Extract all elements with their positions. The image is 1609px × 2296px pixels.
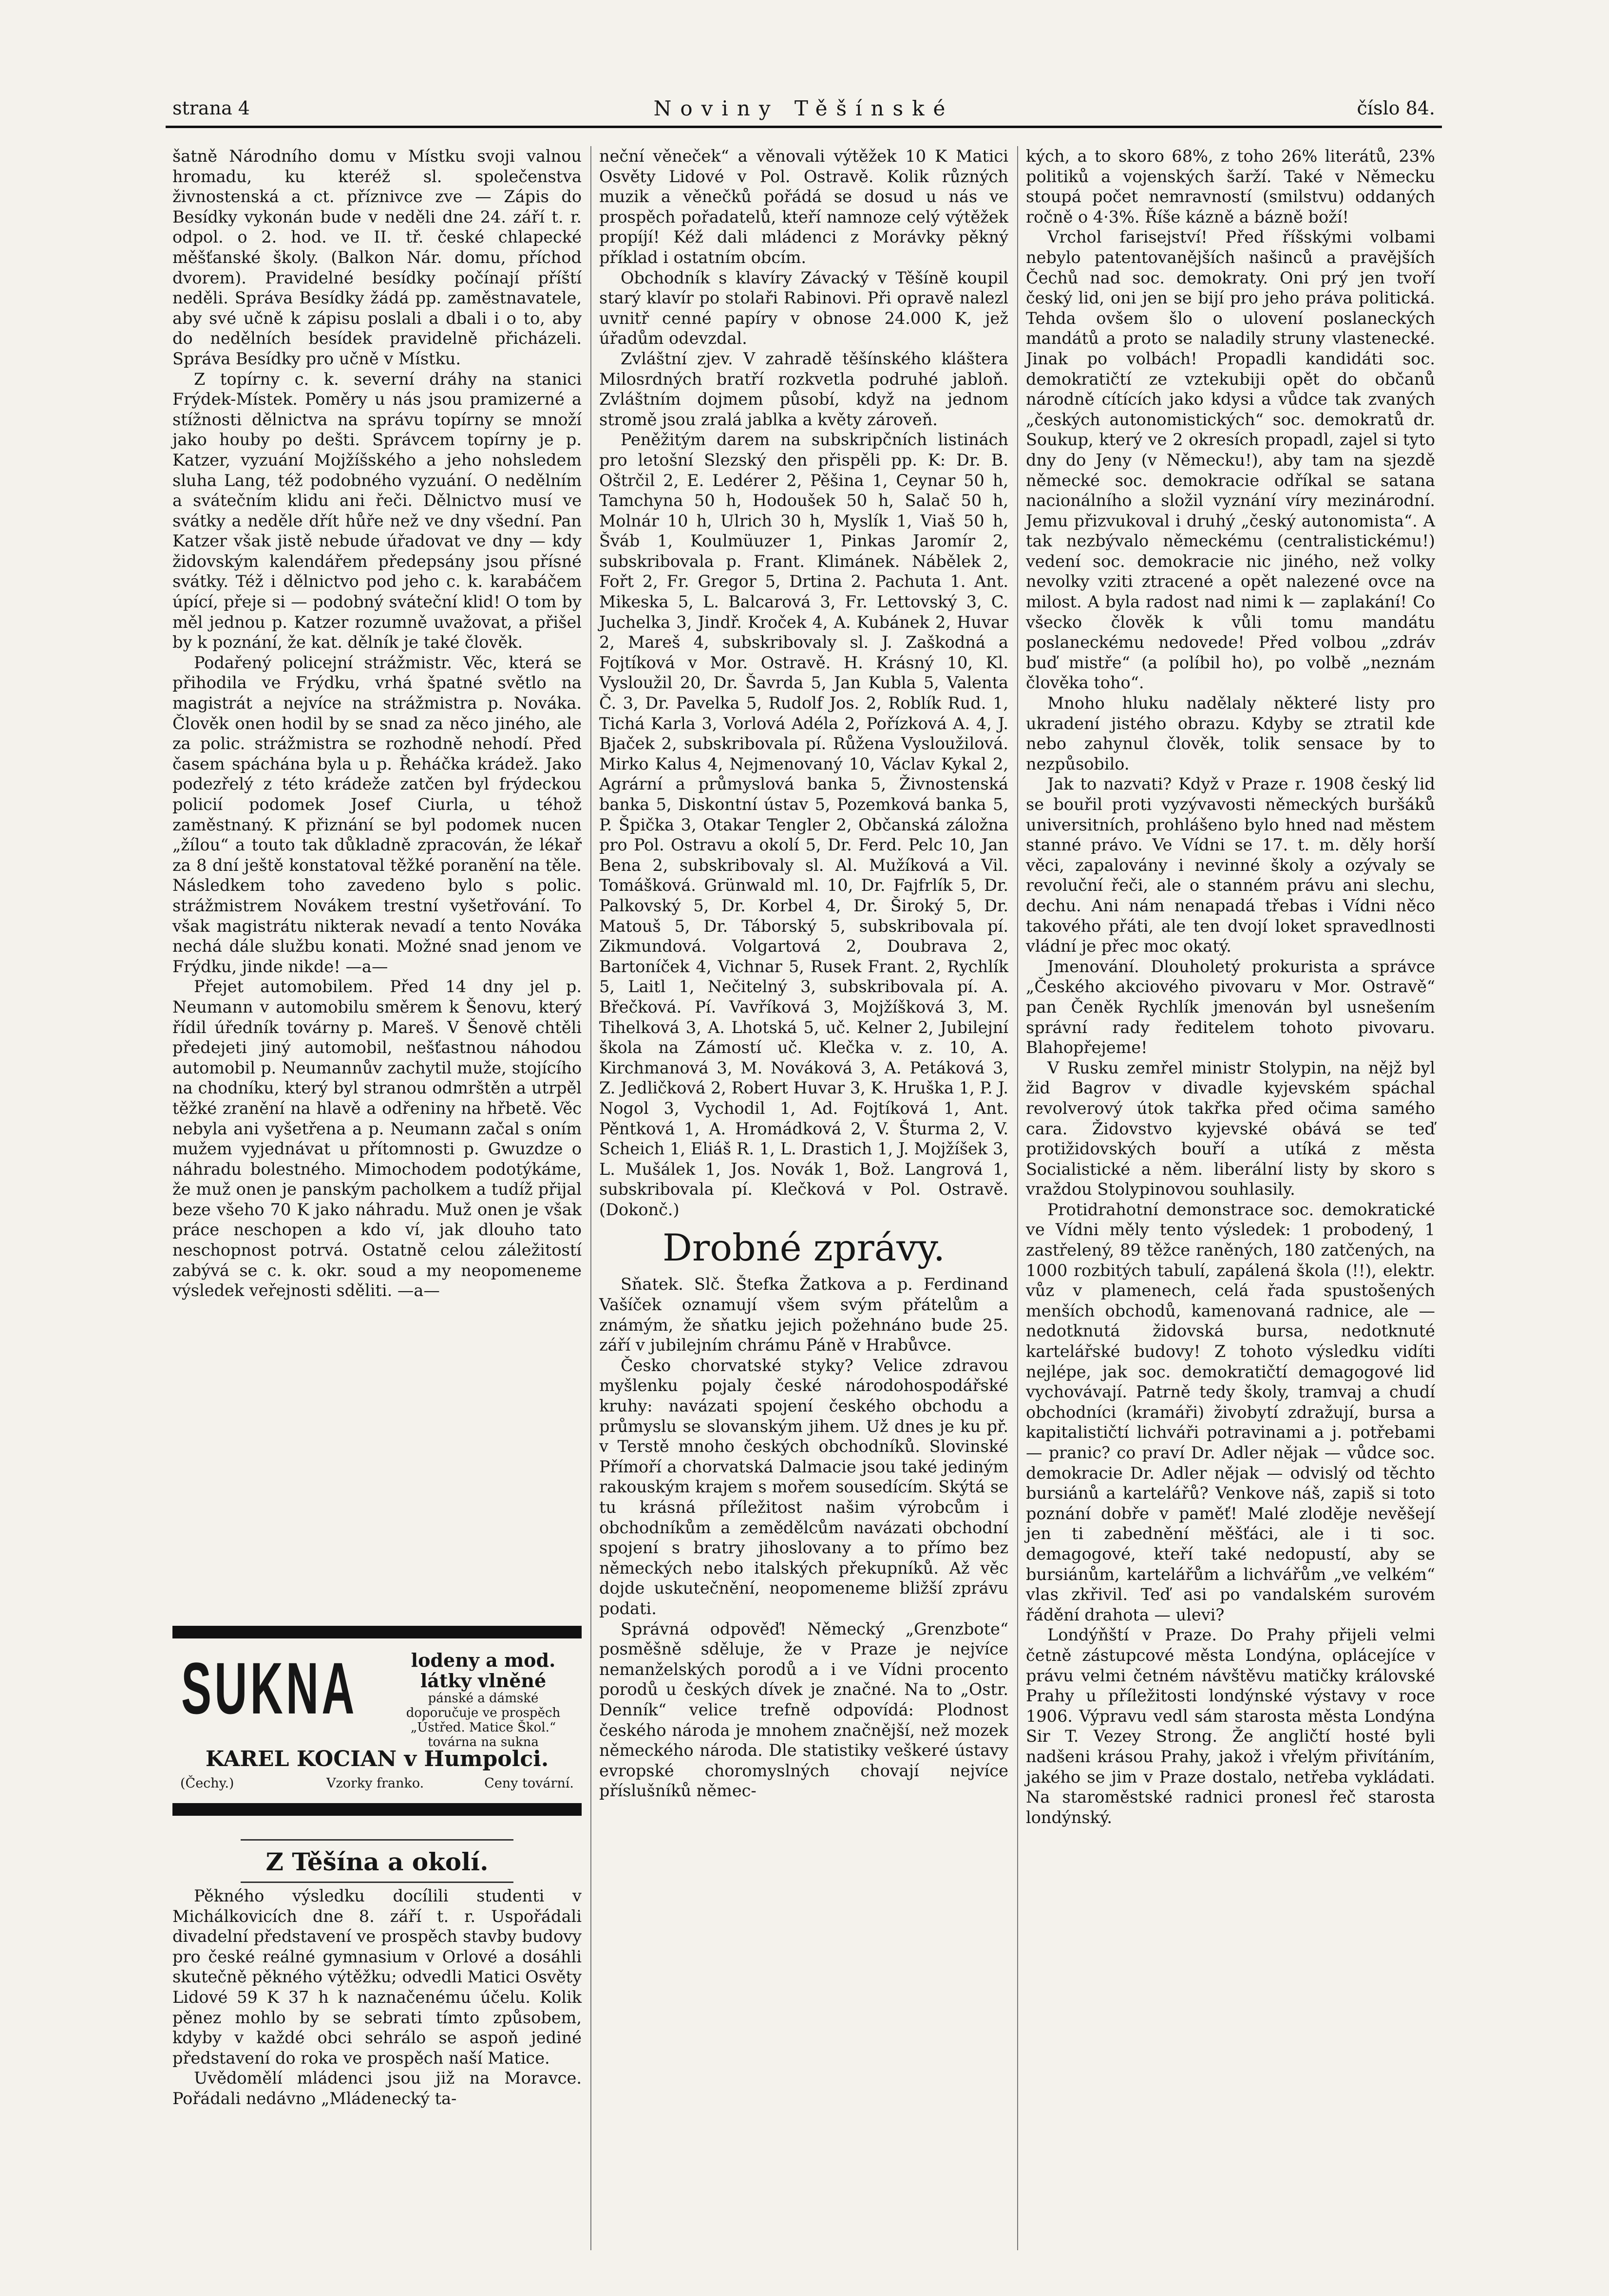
article-paragraph: Sňatek. Slč. Štefka Žatkova a p. Ferdinand Vašíček oznamují všem svým přátelům a známým, že sňatku jejich požehnáno bude 25. září v jubilejním chrámu Páně v Hrabůvce.: [599, 1275, 1008, 1355]
column-1: [172, 146, 582, 1301]
article-paragraph: Obchodník s klavíry Závacký v Těšíně koupil starý klavír po stolaři Rabinovi. Při opravě nalezl uvnitř cenné papíry v obnose 24.000 K, jež úřadům odevzdal.: [599, 268, 1008, 348]
advertisement: [172, 1626, 582, 1816]
article-paragraph: Správná odpověď! Německý „Grenzbote“ posměšně sděluje, že v Praze je nejvíce nemanželských porodů a i ve Vídni procento porodů u českých dívek je značné. Na to „Ostr. Denník“ velice trefně odpovídá: Plodnost českého národa je mnohem značnější, než mozek německého národa. Dle statistiky veškeré ústavy evropské choromyslných chovají nejvíce příslušníků němec-: [599, 1619, 1008, 1801]
section-rule: [241, 1882, 513, 1883]
article-paragraph: Uvědomělí mládenci jsou již na Moravce. Pořádali nedávno „Mládenecký ta-: [172, 2069, 582, 2108]
ad-location: (Čechy.): [180, 1776, 234, 1791]
ad-line: doporučuje ve prospěch „Ústřed. Matice Škol.“: [406, 1706, 561, 1735]
ad-company: KAREL KOCIAN v Humpolci.: [205, 1747, 549, 1771]
section-heading-news: Drobné zprávy.: [662, 1226, 946, 1270]
ad-prices: Ceny tovární.: [484, 1776, 574, 1791]
column-2: [599, 146, 1008, 1801]
article-paragraph: Protidrahotní demonstrace soc. demokratické ve Vídni měly tento výsledek: 1 probodený, 1 zastřelený, 89 těžce raněných, 180 zatčených, na 1000 rozbitých tabulí, zapálená škola (!!), elektr. vůz v plamenech, celá řada spustošených menších obchodů, kamenovaná radnice, ale — nedotknutá židovská bursa, nedotknuté kartelářské budovy! Z tohoto výsledku vidíti nejlépe, jak soc. demokratičtí demagogové lid vychovávají. Patrně tedy školy, tramvaj a chudí obchodníci (kramáři) živobytí zdražují, bursa a kapitalističtí lichváři potravinami a j. potřebami — pranic? co praví Dr. Adler nějak — vůdce soc. demokracie Dr. Adler nějak — odvislý od těchto bursiánů a kartelářů? Venkove náš, zapiš si toto poznání dobře v paměť! Malé zloděje nevěšejí jen ti zabednění měšťáci, ale i ti soc. demagogové, kteří také nedopustí, aby se bursiánům, kartelářům a lichvářům „ve velkém“ vlas zkřivil. Teď asi po vandalském surovém řádění drahota — ulevi?: [1026, 1200, 1435, 1624]
article-paragraph: Česko chorvatské styky? Velice zdravou myšlenku pojaly české národohospodářské kruhy: navázati spojení českého obchodu a průmyslu se slovanským jihem. Už dnes je ku př. v Terstě mnoho českých obchodníků. Slovinské Přímoří a chorvatská Dalmacie jsou také jediným rakouským krajem s mořem sousedícím. Skýtá se tu krásná příležitost našim výrobcům i obchodníkům a zemědělcům navázati obchodní spojení s bratry jihoslovany a to přímo bez německých nebo italských překupníků. Až věc dojde uskutečnění, neopomeneme bližší zprávu podati.: [599, 1355, 1008, 1618]
article-paragraph: Jak to nazvati? Když v Praze r. 1908 český lid se bouřil proti vyzývavosti německých buršáků universitních, prohlášeno bylo hned nad městem stanné právo. Ve Vídni se 17. t. m. děly horší věci, zapalovány i nevinné školy a ozývaly se revoluční řeči, ale o stanném právu ani slechu, dechu. Ani nám nenapadá třebas i Vídni něco takového přáti, ale ten dvojí loket spravedlnosti vládní je přec moc okatý.: [1026, 774, 1435, 956]
article-paragraph: Přejet automobilem. Před 14 dny jel p. Neumann v automobilu směrem k Šenovu, který řídil úředník továrny p. Mareš. V Šenově chtěli předejeti jiný automobil, nešťastnou náhodou automobil p. Neumannův zachytil muže, stojícího na chodníku, který byl stranou odmrštěn a utrpěl těžké zranění na hlavě a odřeniny na hřbetě. Věc nebyla ani vyšetřena a p. Neumann začal s oním mužem vyjednávat u přítomnosti p. Gwuzdze o náhradu bolestného. Mimochodem podotýkáme, že muž onen je panským pacholkem a tudíž přijal beze všeho 70 K jako náhradu. Muž onen je však práce neschopen a kdo ví, jak dlouho tato neschopnost potrvá. Ostatně celou záležitostí zabývá se c. k. okr. soud a my neopomeneme výsledek veřejnosti sděliti. —a—: [172, 977, 582, 1300]
article-paragraph: V Rusku zemřel ministr Stolypin, na nějž byl žid Bagrov v divadle kyjevském spáchal revolverový útok takřka před očima samého cara. Židovstvo kyjevské obává se teď protižidovských bouří a utíká z města Socialistické a něm. liberální listy by skoro s vraždou Stolypinovou souhlasily.: [1026, 1058, 1435, 1199]
section-rule: [241, 1839, 513, 1841]
article-paragraph: Londýňští v Praze. Do Prahy přijeli velmi četně zástupcové města Londýna, oplácejíce v právu velmi četném návštěvu matičky královské Prahy u příležitosti londýnské výstavy v roce 1906. Výpravu vedl sám starosta města Londýna Sir T. Vezey Strong. Že angličtí hosté byli nadšeni krásou Prahy, jakož i vřelým přivítáním, jakého se jim v Praze dostalo, netřeba vykládati. Na staroměstské radnici pronesl řeč starosta londýnský.: [1026, 1625, 1435, 1827]
newspaper-page: [166, 93, 1442, 2255]
ad-line: pánské a dámské: [428, 1691, 539, 1706]
article-paragraph: kých, a to skoro 68%, z toho 26% literátů, 23% politiků a vojenských šarží. Také v Německu stoupá počet nemravností (smilstvu) oddaných ročně o 4·3%. Říše kázně a bázně boží!: [1026, 147, 1435, 226]
article-paragraph: Z topírny c. k. severní dráhy na stanici Frýdek-Místek. Poměry u nás jsou pramizerné a stížnosti dělnictva na správu topírny se množí jako houby po dešti. Správcem topírny je p. Katzer, vyzuání Mojžíšského a jeho nohsledem sluha Lang, též podobného vyzuání. O nedělním a svátečním klidu ani řeči. Dělnictvo musí ve svátky a neděle dřít hůře než ve dny všední. Pan Katzer však jistě nebude úřadovat ve dny — kdy židovským kalendářem předepsány jsou přísné svátky. Též i dělnictvo pod jeho c. k. karabáčem úpící, přeje si — podobný sváteční klid! O tom by měl jednou p. Katzer rozumně uvažovat, a přišel by k poznání, že kat. dělník je také člověk.: [172, 369, 582, 652]
article-paragraph: Vrchol farisejství! Před říšskými volbami nebylo patentovanějších našinců a pravějších Čechů nad soc. demokraty. Oni prý jen tvoří český lid, oni jen se bijí pro jeho práva politická. Tehda ovšem šlo o ulovení poslaneckých mandátů a proto se naladily struny vlastenecké. Jinak po volbách! Propadli kandidáti soc. demokratičtí ze vztekubiji opět do občanů národně cítících jako kdysi a vůdce tak zvaných „českých autonomistických“ soc. demokratů dr. Soukup, který ve 2 okresích propadl, zajel si tyto dny do Jeny (v Německu!), aby tam na sjezdě německé soc. demokracie odříkal se satana nacionálního a složil vyznání víry mezinárodní. Jemu přizvukoval i druhý „český autonomista“. A tak nezbývalo německému (centralistickému!) vedení soc. demokracie nic jiného, než volky nevolky vziti ztracené a opět nalezené ovce na milost. A byla radost nad nimi k — zaplakání! Co všecko člověk k vůli tomu mandátu poslaneckému nedovede! Před volbou „zdráv buď mistře“ (a políbil ho), po volbě „neznám člověka toho“.: [1026, 227, 1435, 693]
column-divider: [1017, 146, 1018, 2250]
page-header: [166, 93, 1442, 122]
article-paragraph: šatně Národního domu v Místku svoji valnou hromadu, ku kteréž sl. společenstva živnostenská a ct. příznivce zve — Zápis do Besídky vykonán bude v neděli dne 24. září t. r. odpol. o 2. hod. ve II. tř. české chlapecké měšťanské školy. (Balkon Nár. domu, příchod dvorem). Pravidelné besídky počínají příští neděli. Správa Besídky žádá pp. zaměstnavatele, aby své učně k zápisu poslali a dbali i o to, aby do nedělních besídek pravidelně přicházeli. Správa Besídky pro učně v Místku.: [172, 147, 582, 368]
column-3: [1026, 146, 1435, 1827]
ad-samples: Vzorky franko.: [326, 1776, 424, 1791]
article-paragraph: Jmenování. Dlouholetý prokurista a správce „Českého akciového pivovaru v Mor. Ostravě“ pan Čeněk Rychlík jmenován byl usnešením správní rady ředitelem tohoto pivovaru. Blahopřejeme!: [1026, 957, 1435, 1057]
article-paragraph: Podařený policejní strážmistr. Věc, která se přihodila ve Frýdku, vrhá špatné světlo na magistrát a nejvíce na strážmistra p. Nováka. Člověk onen hodil by se snad za něco jiného, ale za polic. strážmistra se rozhodně nehodí. Před časem spáchána byla u p. Řeháčka krádež. Jako podezřelý z této krádeže zatčen byl frýdeckou policií podomek Josef Ciurla, u téhož zaměstnaný. K přiznání se byl podomek nucen „žílou“ a touto tak důkladně zpracován, že lékař za 8 dní ještě konstatoval těžké poranění na těle. Následkem toho zavedeno bylo s polic. strážmistrem Novákem trestní vyšetřování. To však magistrátu nikterak nevadí a tento Nováka nechá dále službu konati. Možné snad jenom ve Frýdku, jinde nikde! —a—: [172, 653, 582, 976]
section-heading-local: Z Těšína a okolí.: [265, 1847, 489, 1876]
article-paragraph: Mnoho hluku nadělaly některé listy pro ukradení jistého obrazu. Kdyby se ztratil kde nebo zahynul člověk, tolik sensace by to nezpůsobilo.: [1026, 694, 1435, 773]
article-paragraph: neční věneček“ a věnovali výtěžek 10 K Matici Osvěty Lidové v Pol. Ostravě. Kolik různých muzik a věnečků pořádá se dosud u nás ve prospěch pořadatelů, kteří namnoze celý výtěžek propíjí! Kéž dali mládenci z Morávky pěkný příklad i ostatním obcím.: [599, 147, 1008, 267]
masthead-title: Noviny Těšínské: [653, 96, 954, 120]
ad-line: lodeny a mod. látky vlněné: [411, 1649, 556, 1692]
column-divider: [590, 146, 591, 2250]
article-paragraph: Pěkného výsledku docílili studenti v Michálkovicích dne 8. září t. r. Uspořádali divadelní představení ve prospěch stavby budovy pro české reálné gymnasium v Orlové a dosáhli skutečně pěkného výtěžku; odvedli Matici Osvěty Lidové 59 K 37 h k naznačenému účelu. Kolik pěnez mohlo by se sebrati tímto způsobem, kdyby v každé obci sehrálo se aspoň jediné představení do roka ve prospěch naší Matice.: [172, 1886, 582, 2068]
page-number: strana 4: [172, 97, 250, 119]
article-paragraph: Peněžitým darem na subskripčních listinách pro letošní Slezský den přispěli pp. K: Dr. B. Oštrčil 2, E. Ledérer 2, Pěšina 1, Ceynar 50 h, Tamchyna 50 h, Hodoušek 50 h, Salač 50 h, Molnár 10 h, Ulrich 30 h, Myslík 1, Viaš 50 h, Šváb 1, Koulmüuzer 1, Pinkas Jaromír 2, subskribovala p. Frant. Klimánek. Nábělek 2, Fořt 2, Fr. Gregor 5, Drtina 2. Pachuta 1. Ant. Mikeska 5, L. Balcarová 3, Fr. Lettovský 3, C. Juchelka 3, Jindř. Kroček 4, A. Kubánek 2, Huvar 2, Mareš 4, subskribovaly sl. J. Zaškodná a Fojtíková v Mor. Ostravě. H. Krásný 10, Kl. Vysloužil 20, Dr. Šavrda 5, Jan Kubla 5, Valenta Č. 3, Dr. Pavelka 5, Rudolf Jos. 2, Roblík Rud. 1, Tichá Karla 3, Vorlová Adéla 2, Pořízková A. 4, J. Bjaček 2, subskribovala pí. Růžena Vysloužilová. Mirko Kalus 4, Nejmenovaný 10, Václav Kykal 2, Agrární a průmyslová banka 5, Živnostenská banka 5, Diskontní ústav 5, Pozemková banka 5, P. Špička 3, Otakar Tengler 2, Občanská záložna pro Pol. Ostravu a okolí 5, Dr. Ferd. Pelc 10, Jan Bena 2, subskribovaly sl. Al. Mužíková a Vil. Tomášková. Grünwald ml. 10, Dr. Fajfrlík 5, Dr. Palkovský 5, Dr. Korbel 4, Dr. Široký 5, Dr. Matouš 5, Dr. Táborský 5, subskribovala pí. Zikmundová. Volgartová 2, Doubrava 2, Bartoníček 4, Vichnar 5, Rusek Frant. 2, Rychlík 5, Laitl 1, Nečitelný 3, subskribovala pí. A. Břečková. Pí. Vavříková 3, Mojžíšková 3, M. Tihelková 3, A. Lhotská 5, uč. Kelner 2, Jubilejní škola na Zámostí uč. Klečka v. z. 10, A. Kirchmanová 3, M. Nováková 3, A. Petáková 3, Z. Jedličková 2, Robert Huvar 3, K. Hruška 1, P. J. Nogol 3, Vychodil 1, Ad. Fojtíková 1, Ant. Pěntková 1, A. Hromádková 2, V. Šturma 2, V. Scheich 1, Eliáš R. 1, L. Drastich 1, J. Mojžíšek 3, L. Mušálek 1, Jos. Novák 1, Bož. Langrová 1, subskribovala pí. Klečková v Pol. Ostravě. (Dokonč.): [599, 430, 1008, 1219]
issue-number: číslo 84.: [1357, 97, 1435, 119]
ad-description: [391, 1650, 576, 1750]
header-rule: [166, 126, 1442, 128]
ad-headline: SUKNA: [181, 1647, 358, 1729]
ad-line: továrna na sukna: [428, 1735, 539, 1750]
column-1-bottom: [172, 1836, 582, 2109]
article-paragraph: Zvláštní zjev. V zahradě těšínského kláštera Milosrdných bratří rozkvetla podruhé jabloň. Zvláštním dojmem působí, když na jednom stromě jsou zralá jablka a květy zároveň.: [599, 349, 1008, 429]
